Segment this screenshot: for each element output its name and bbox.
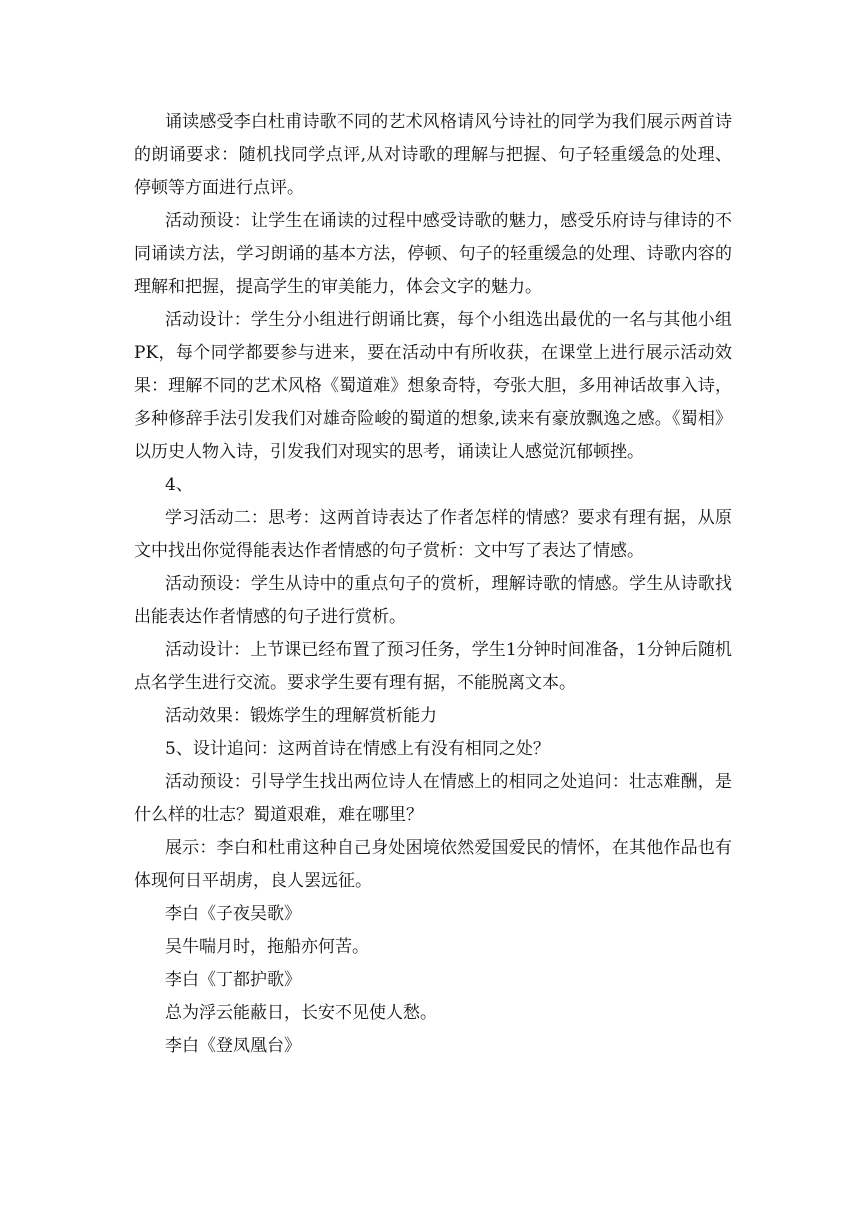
paragraph-learning-activity-2: 学习活动二：思考：这两首诗表达了作者怎样的情感？要求有理有据，从原文中找出你觉得能表达作者情感的句子赏析：文中写了表达了情感。: [134, 508, 732, 561]
paragraph-poem-line-1: 吴牛喘月时，拖船亦何苦。: [165, 937, 369, 957]
paragraph-section-4: 4、: [165, 475, 193, 495]
paragraph-poem-title-1: 李白《子夜吴歌》: [165, 904, 301, 924]
paragraph-activity-preset-2: 活动预设：学生从诗中的重点句子的赏析，理解诗歌的情感。学生从诗歌找出能表达作者情感的句子进行赏析。: [134, 574, 732, 627]
paragraph-poem-title-3: 李白《登凤凰台》: [165, 1036, 301, 1056]
paragraph-activity-effect: 活动效果：锻炼学生的理解赏析能力: [165, 706, 437, 726]
paragraph-activity-preset-1: 活动预设：让学生在诵读的过程中感受诗歌的魅力，感受乐府诗与律诗的不同诵读方法，学习朗诵的基本方法，停顿、句子的轻重缓急的处理、诗歌内容的理解和把握，提高学生的审美能力，体会文字的魅力。: [134, 211, 732, 297]
paragraph-activity-preset-3: 活动预设：引导学生找出两位诗人在情感上的相同之处追问：壮志难酬，是什么样的壮志？蜀道艰难，难在哪里？: [134, 772, 732, 825]
paragraph-showcase: 展示：李白和杜甫这种自己身处困境依然爱国爱民的情怀，在其他作品也有体现何日平胡虏，良人罢远征。: [134, 838, 732, 891]
paragraph-section-5: 5、设计追问：这两首诗在情感上有没有相同之处？: [165, 739, 550, 759]
paragraph-poem-title-2: 李白《丁都护歌》: [165, 970, 301, 990]
paragraph-recitation-intro: 诵读感受李白杜甫诗歌不同的艺术风格请风兮诗社的同学为我们展示两首诗的朗诵要求：随机找同学点评,从对诗歌的理解与把握、句子轻重缓急的处理、停顿等方面进行点评。: [134, 112, 732, 198]
paragraph-activity-design-2: 活动设计：上节课已经布置了预习任务，学生1分钟时间准备，1分钟后随机点名学生进行交流。要求学生要有理有据，不能脱离文本。: [134, 640, 732, 693]
paragraph-activity-design-1: 活动设计：学生分小组进行朗诵比赛，每个小组选出最优的一名与其他小组PK，每个同学都要参与进来，要在活动中有所收获，在课堂上进行展示活动效果：理解不同的艺术风格《蜀道难》想象奇特，夸张大胆，多用神话故事入诗，多种修辞手法引发我们对雄奇险峻的蜀道的想象,读来有豪放飘逸之感。《蜀相》以历史人物入诗，引发我们对现实的思考，诵读让人感觉沉郁顿挫。: [134, 310, 732, 462]
paragraph-poem-line-2: 总为浮云能蔽日，长安不见使人愁。: [165, 1003, 437, 1023]
